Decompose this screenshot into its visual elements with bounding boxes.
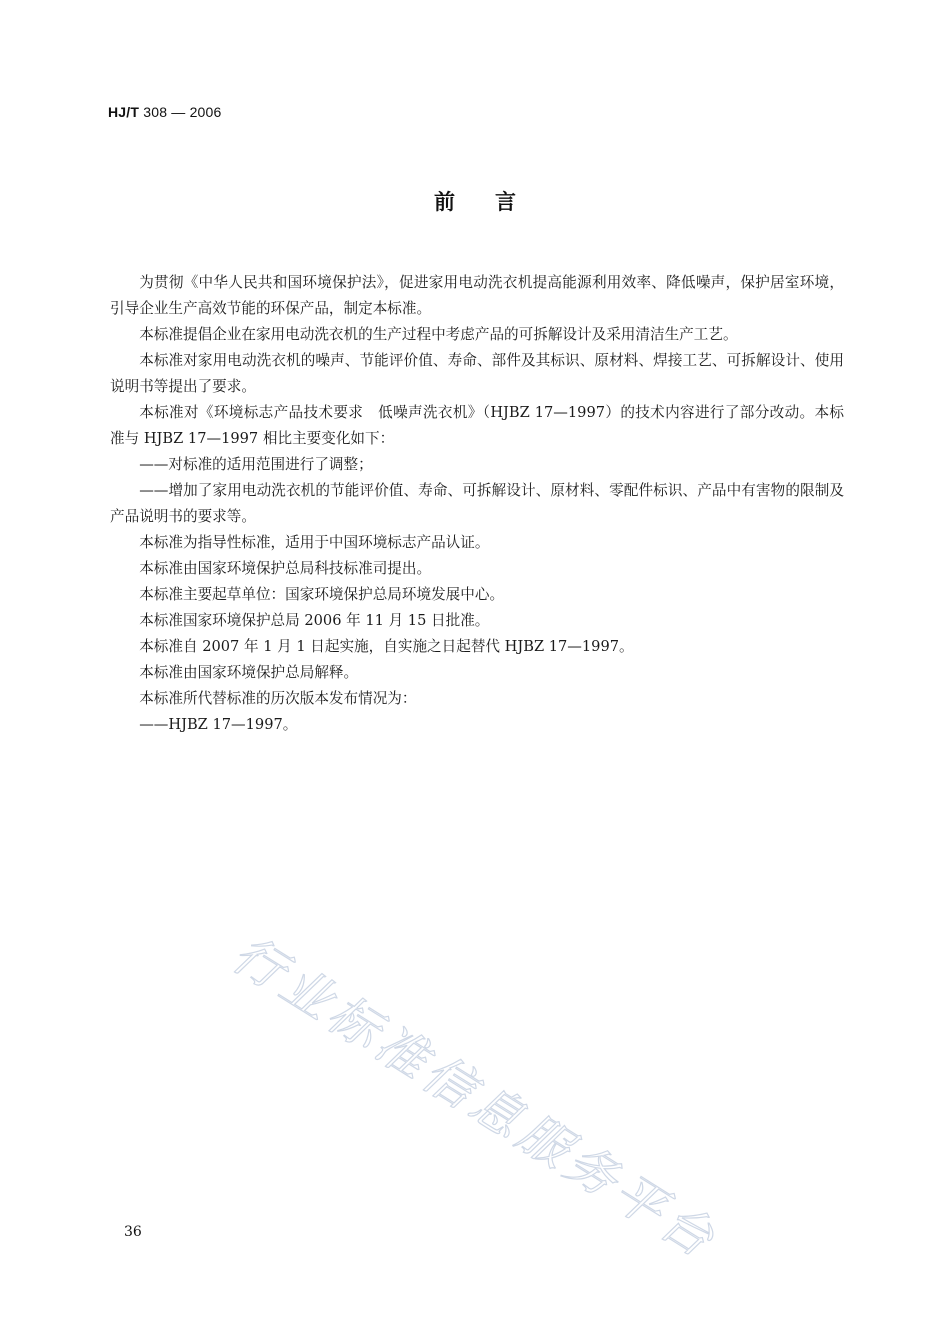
list-item: ——对标准的适用范围进行了调整； bbox=[139, 456, 373, 473]
paragraph: 为贯彻《中华人民共和国环境保护法》，促进家用电动洗衣机提高能源利用效率、降低噪声，保护居室环境，引导企业生产高效节能的环保产品，制定本标准。 bbox=[110, 274, 844, 317]
paragraph: 本标准所代替标准的历次版本发布情况为： bbox=[139, 690, 417, 707]
list-item: ——增加了家用电动洗衣机的节能评价值、寿命、可拆解设计、原材料、零配件标识、产品中有害物的限制及产品说明书的要求等。 bbox=[110, 482, 844, 525]
paragraph: 本标准主要起草单位：国家环境保护总局环境发展中心。 bbox=[139, 586, 505, 603]
paragraph: 本标准为指导性标准，适用于中国环境标志产品认证。 bbox=[139, 534, 490, 551]
list-item: ——HJBZ 17—1997。 bbox=[139, 716, 298, 733]
paragraph: 本标准国家环境保护总局 2006 年 11 月 15 日批准。 bbox=[139, 612, 490, 629]
paragraph: 本标准由国家环境保护总局科技标准司提出。 bbox=[139, 560, 432, 577]
paragraph: 本标准对《环境标志产品技术要求 低噪声洗衣机》（HJBZ 17—1997）的技术内容进行了部分改动。本标准与 HJBZ 17—1997 相比主要变化如下： bbox=[110, 404, 844, 447]
standard-code-prefix: HJ/T bbox=[108, 104, 140, 120]
page-title: 前言 bbox=[434, 190, 556, 214]
preface-body bbox=[110, 270, 844, 738]
watermark: 行业标准信息服务平台 bbox=[222, 924, 729, 1271]
paragraph: 本标准由国家环境保护总局解释。 bbox=[139, 664, 359, 681]
standard-code-number: 308 — 2006 bbox=[139, 104, 222, 120]
paragraph: 本标准自 2007 年 1 月 1 日起实施，自实施之日起替代 HJBZ 17—1997。 bbox=[139, 638, 634, 655]
paragraph: 本标准提倡企业在家用电动洗衣机的生产过程中考虑产品的可拆解设计及采用清洁生产工艺。 bbox=[139, 326, 738, 343]
page-number: 36 bbox=[124, 1224, 142, 1240]
paragraph: 本标准对家用电动洗衣机的噪声、节能评价值、寿命、部件及其标识、原材料、焊接工艺、可拆解设计、使用说明书等提出了要求。 bbox=[110, 352, 844, 395]
standard-code-header bbox=[108, 104, 222, 120]
